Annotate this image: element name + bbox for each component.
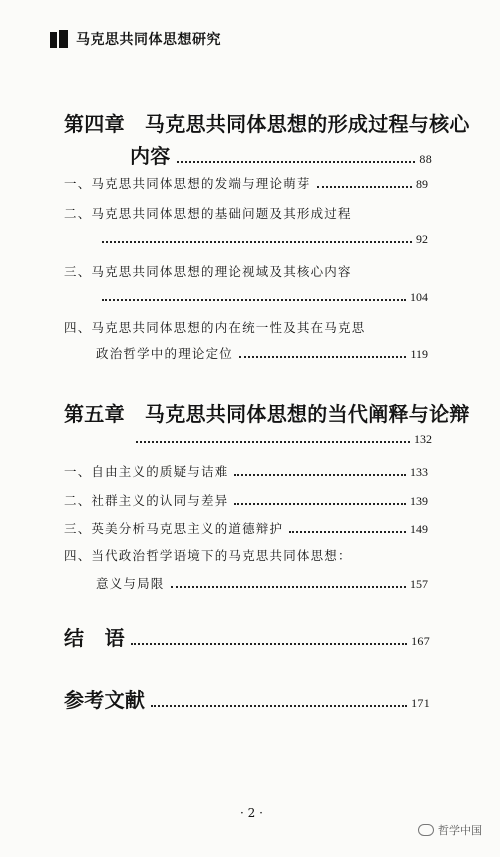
chapter-4-heading [64,108,470,137]
chapter-4-entry[interactable] [130,140,432,169]
toc-entry-4-2-label [64,204,352,222]
conclusion-page: 167 [411,634,430,648]
toc-entry-4-4-label [64,318,365,336]
leader-dots [177,161,416,163]
leader-dots [234,474,406,476]
chapter-5-title: 马克思共同体思想的当代阐释与论辩 [144,402,470,426]
chapter-5-page: 132 [414,432,432,446]
leader-dots [151,705,407,707]
section-label: 一、马克思共同体思想的发端与理论萌芽 [64,176,311,191]
section-label-line2: 政治哲学中的理论定位 [96,346,234,361]
section-label-line1: 四、马克思共同体思想的内在统一性及其在马克思 [64,320,366,335]
wechat-icon [418,824,434,836]
section-page: 133 [410,465,428,479]
chapter-5-entry[interactable] [130,432,432,447]
toc-entry-4-4[interactable] [96,344,428,362]
chapter-4-page: 88 [419,152,432,166]
references-title: 参考文献 [64,688,146,712]
leader-dots [131,643,407,645]
chapter-4-title-line1: 马克思共同体思想的形成过程与核心 [144,112,470,136]
running-header [50,28,221,50]
book-title: 马克思共同体思想研究 [76,32,221,48]
toc-entry-5-1[interactable] [64,462,428,480]
conclusion-title: 结 语 [64,626,125,650]
toc-entry-5-4[interactable] [96,574,428,592]
section-page: 139 [410,494,428,508]
page-number: · 2 · [240,806,263,820]
watermark [418,822,482,838]
references-entry[interactable] [64,684,430,713]
section-page: 104 [410,290,428,304]
section-page: 149 [410,522,428,536]
chapter-5-heading [64,398,470,427]
toc-entry-5-4-label [64,546,352,564]
section-label: 三、马克思共同体思想的理论视域及其核心内容 [64,264,352,279]
chapter-4-number: 第四章 [64,112,125,136]
leader-dots [171,586,406,588]
section-label-line1: 四、当代政治哲学语境下的马克思共同体思想： [64,548,352,563]
section-page: 92 [416,232,428,246]
leader-dots [239,356,406,358]
leader-dots [317,186,412,188]
chapter-5-number: 第五章 [64,402,125,426]
section-label: 二、马克思共同体思想的基础问题及其形成过程 [64,206,352,221]
watermark-text: 哲学中国 [438,824,482,837]
toc-entry-4-1[interactable] [64,174,428,192]
toc-entry-5-2[interactable] [64,491,428,509]
leader-dots [102,241,412,243]
toc-entry-5-3[interactable] [64,519,428,537]
references-page: 171 [411,696,430,710]
leader-dots [289,531,406,533]
chapter-4-title-line2: 内容 [130,144,171,168]
section-label: 三、英美分析马克思主义的道德辩护 [64,521,284,536]
section-label: 二、社群主义的认同与差异 [64,493,229,508]
conclusion-entry[interactable] [64,622,430,651]
section-page: 157 [410,577,428,591]
section-page: 89 [416,177,428,191]
publisher-logo-icon [50,30,68,48]
section-label-line2: 意义与局限 [96,576,165,591]
leader-dots [102,299,406,301]
section-page: 119 [410,347,428,361]
section-label: 一、自由主义的质疑与诘难 [64,464,229,479]
leader-dots [234,503,406,505]
toc-entry-4-3-label [64,262,352,280]
toc-entry-4-2[interactable] [96,232,428,247]
toc-entry-4-3[interactable] [96,290,428,305]
leader-dots [136,441,410,443]
